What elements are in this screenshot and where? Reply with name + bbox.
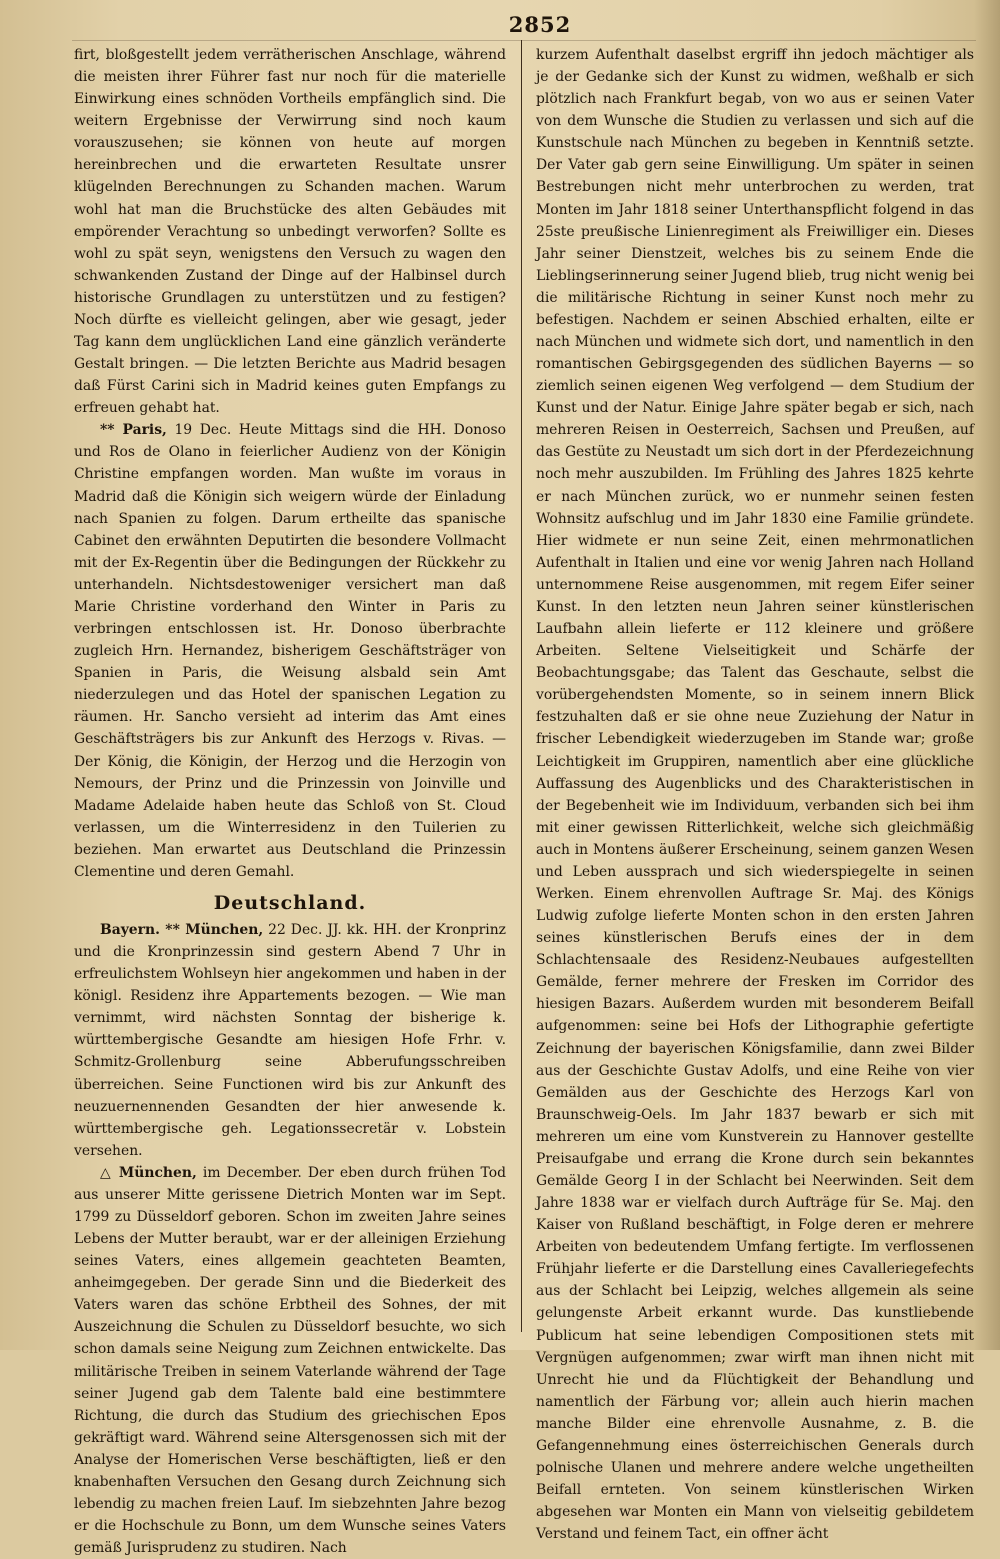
page-edge-shadow: [974, 0, 1000, 1350]
muenchen-report: [74, 1162, 506, 1559]
bayern-dateline: Bayern. ** München,: [100, 921, 264, 938]
paris-dateline: ** Paris,: [100, 422, 167, 439]
top-rule: [72, 40, 976, 41]
left-column: [74, 44, 506, 1559]
section-heading-deutschland: Deutschland.: [213, 891, 367, 914]
column-divider: [521, 40, 522, 1332]
paris-report: [74, 419, 506, 883]
right-column: [536, 44, 974, 1545]
muenchen-dateline: △ München,: [100, 1164, 197, 1181]
bayern-report: [74, 919, 506, 1162]
bayern-report-text: 22 Dec. JJ. kk. HH. der Kronprinz und die Kronprinzessin sind gestern Abend 7 Uhr in erfreulichstem Wohlseyn hier angekommen und haben in der königl. Residenz ihre Appartements bezogen. — Wie man vernimmt, wird nächsten Sonntag der bisherige k. württembergische Gesandte am hiesigen Hofe Frhr. v. Schmitz-Grollenburg seine Abberufungsschreiben überreichen. Seine Functionen wird bis zur Ankunft des neuzuernennenden Gesandten der hier anwesende k. württembergische geh. Legationssecretär v. Lobstein versehen.: [74, 921, 506, 1159]
paris-report-text: 19 Dec. Heute Mittags sind die HH. Donoso und Ros de Olano in feierlicher Audienz von der Königin Christine empfangen worden. Man wußte im voraus in Madrid daß die Königin sich weigern würde der Einladung nach Spanien zu folgen. Darum ertheilte das spanische Cabinet den erwähnten Deputirten die besondere Vollmacht mit der Ex-Regentin über die Bedingungen der Rückkehr zu unterhandeln. Nichtsdestoweniger versichert man daß Marie Christine vorderhand den Winter in Paris zu verbringen entschlossen ist. Hr. Donoso überbrachte zugleich Hrn. Hernandez, bisherigem Geschäftsträger von Spanien in Paris, die Weisung alsbald sein Amt niederzulegen und das Hotel der spanischen Legation zu räumen. Hr. Sancho versieht ad interim das Amt eines Geschäftsträgers bis zur Ankunft des Herzogs v. Rivas. — Der König, die Königin, der Herzog und die Herzogin von Nemours, der Prinz und die Prinzessin von Joinville und Madame Adelaide haben heute das Schloß von St. Cloud verlassen, um die Winterresidenz in den Tuilerien zu beziehen. Man erwartet aus Deutschland die Prinzessin Clementine und deren Gemahl.: [74, 422, 506, 880]
article-continuation-paragraph: firt, bloßgestellt jedem verrätherischen Anschlage, während die meisten ihrer Führer fast nur noch für die materielle Einwirkung eines schnöden Vortheils empfänglich sind. Die weitern Ergebnisse der Verwirrung sind noch kaum vorauszusehen; sie können von heute auf morgen hereinbrechen und die erwarteten Resultate unsrer klügelnden Berechnungen zu Schanden machen. Warum wohl hat man die Bruchstücke des alten Gebäudes mit empörender Verachtung so unbedingt verworfen? Sollte es wohl zu spät seyn, wenigstens den Versuch zu wagen den schwankenden Zustand der Dinge auf der Halbinsel durch historische Grundlagen zu unterstützen und zu festigen? Noch dürfte es vielleicht gelingen, aber wie gesagt, jeder Tag kann dem unglücklichen Land eine gänzlich veränderte Gestalt bringen. — Die letzten Berichte aus Madrid besagen daß Fürst Carini sich in Madrid keines guten Empfangs zu erfreuen gehabt hat.: [74, 47, 506, 417]
page-number: 2852: [508, 12, 572, 37]
monten-obituary-continuation: kurzem Aufenthalt daselbst ergriff ihn jedoch mächtiger als je der Gedanke sich der Kunst zu widmen, weßhalb er sich plötzlich nach Frankfurt begab, von wo aus er seinen Vater von dem Wunsche die Studien zu verlassen und sich auf die Kunstschule nach München zu begeben in Kenntniß setzte. Der Vater gab gern seine Einwilligung. Um später in seinen Bestrebungen nicht mehr unterbrochen zu werden, trat Monten im Jahr 1818 seiner Unterthanspflicht folgend in das 25ste preußische Linienregiment als Freiwilliger ein. Dieses Jahr seiner Dienstzeit, welches bis zu seinem Ende die Lieblingserinnerung seiner Jugend blieb, trug nicht wenig bei die militärische Richtung in seiner Kunst noch mehr zu befestigen. Nachdem er seinen Abschied erhalten, eilte er nach München und widmete sich dort, und namentlich in den romantischen Gebirgsgegenden des südlichen Bayerns — so ziemlich seinen eigenen Weg verfolgend — dem Studium der Kunst und der Natur. Einige Jahre später begab er sich, nach mehreren Reisen in Oesterreich, Sachsen und Preußen, auf das Gestüte zu Neustadt um sich dort in der Pferdezeichnung noch mehr auszubilden. Im Frühling des Jahres 1825 kehrte er nach München zurück, wo er nunmehr seinen festen Wohnsitz aufschlug und im Jahr 1830 eine Familie gründete. Hier widmete er nun seine Zeit, einen mehrmonatlichen Aufenthalt in Italien und eine vor wenig Jahren nach Holland unternommene Reise ausgenommen, mit regem Eifer seiner Kunst. In den letzten neun Jahren seiner künstlerischen Laufbahn allein lieferte er 112 kleinere und größere Arbeiten. Seltene Vielseitigkeit und Schärfe der Beobachtungsgabe; das Talent das Geschaute, selbst die vorübergehendsten Momente, so in seinem innern Blick festzuhalten daß er sie ohne neue Zuziehung der Natur in frischer Lebendigkeit wiederzugeben im Stande war; große Leichtigkeit im Gruppiren, namentlich aber eine glückliche Auffassung des Augenblicks und des Charakteristischen in der Begebenheit wie im Individuum, verbanden sich bei ihm mit einer gewissen Ritterlichkeit, welche sich gleichmäßig auch in Montens äußerer Erscheinung, seinem ganzen Wesen und Leben aussprach und sich wiederspiegelte in seinen Werken. Einem ehrenvollen Auftrage Sr. Maj. des Königs Ludwig zufolge lieferte Monten schon in den ersten Jahren seines künstlerischen Berufs eines der in dem Schlachtensaale des Residenz-Neubaues aufgestellten Gemälde, ferner mehrere der Fresken im Corridor des hiesigen Bazars. Außerdem wurden mit besonderem Beifall aufgenommen: seine bei Hofs der Lithographie gefertigte Zeichnung der bayerischen Königsfamilie, dann zwei Bilder aus der Geschichte Gustav Adolfs, und eine Reihe von vier Gemälden aus der Geschichte des Herzogs Karl von Braunschweig-Oels. Im Jahr 1837 bewarb er sich mit mehreren um eine vom Kunstverein zu Hannover gestellte Preisaufgabe und errang die Krone durch sein bekanntes Gemälde Georg I in der Schlacht bei Neerwinden. Seit dem Jahre 1838 war er vielfach durch Aufträge für Se. Maj. den Kaiser von Rußland beschäftigt, in Folge deren er mehrere Arbeiten von bedeutendem Umfang fertigte. Im verflossenen Frühjahr lieferte er die Darstellung eines Cavalleriegefechts aus der Schlacht bei Leipzig, welches allgemein als seine gelungenste Arbeit erkannt wurde. Das kunstliebende Publicum hat seine lebendigen Compositionen stets mit Vergnügen aufgenommen; zwar wirft man ihnen nicht mit Unrecht hie und da Flüchtigkeit der Behandlung und namentlich der Färbung vor; allein auch hierin machen manche Bilder eine ehrenvolle Ausnahme, z. B. die Gefangennehmung eines österreichischen Generals durch polnische Ulanen und mehrere andere welche ungetheilten Beifall ernteten. Von seinem künstlerischen Wirken abgesehen war Monten ein Mann von vielseitig gebildetem Verstand und feinem Tact, ein offner ächt: [536, 47, 974, 1543]
muenchen-report-text: im December. Der eben durch frühen Tod aus unserer Mitte gerissene Dietrich Monten war im Sept. 1799 zu Düsseldorf geboren. Schon im zweiten Jahre seines Lebens der Mutter beraubt, war er der alleinigen Erziehung seines Vaters, eines allgemein geachteten Beamten, anheimgegeben. Der gerade Sinn und die Biederkeit des Vaters waren das schöne Erbtheil des Sohnes, der mit Auszeichnung die Schulen zu Düsseldorf besuchte, wo sich schon damals seine Neigung zum Zeichnen entwickelte. Das militärische Treiben in seinem Vaterlande während der Tage seiner Jugend gab dem Talente bald eine bestimmtere Richtung, die durch das Studium des griechischen Epos gekräftigt ward. Während seine Altersgenossen sich mit der Analyse der Homerischen Verse beschäftigten, ließ er den knabenhaften Versuchen den Gesang durch Zeichnung sich lebendig zu machen freien Lauf. Im siebzehnten Jahre bezog er die Hochschule zu Bonn, um dem Wunsche seines Vaters gemäß Jurisprudenz zu studiren. Nach: [74, 1164, 506, 1557]
